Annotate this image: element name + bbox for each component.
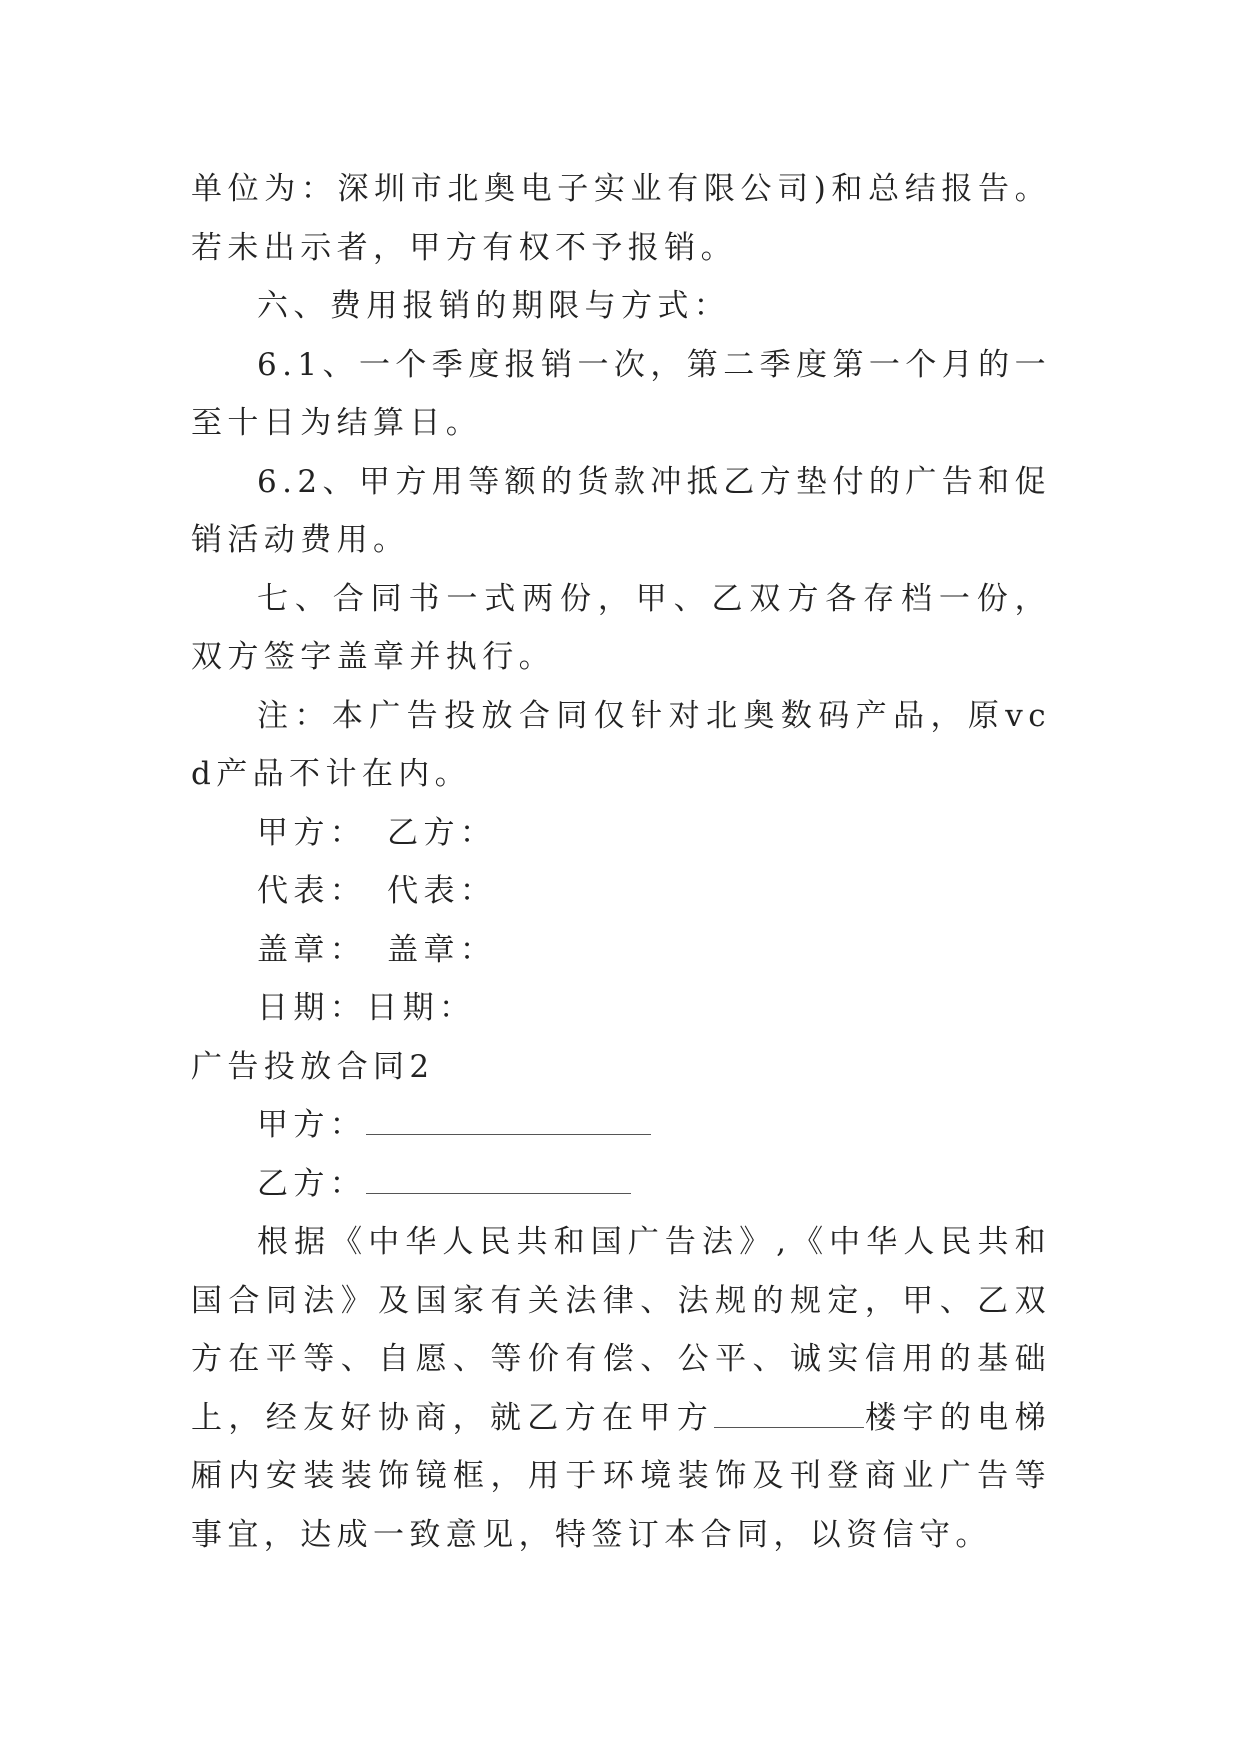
party-a-line bbox=[191, 1096, 1051, 1155]
party-b-line bbox=[191, 1155, 1051, 1214]
clause-6-1: 6.1、一个季度报销一次，第二季度第一个月的一至十日为结算日。 bbox=[191, 346, 1051, 441]
signature-representative-line: 代表： 代表： bbox=[257, 873, 497, 909]
preamble-text-end: 楼宇的电梯厢内安装装饰镜框，用于环境装饰及刊登商业广告等事宜，达成一致意见，特签订本合同，以资信守。 bbox=[191, 1399, 1051, 1553]
paragraph-reimbursement-unit: 单位为：深圳市北奥电子实业有限公司)和总结报告。若未出示者，甲方有权不予报销。 bbox=[191, 171, 1051, 266]
contract-2-preamble bbox=[191, 1213, 1051, 1564]
preamble-text-start: 根据《中华人民共和国广告法》,《中华人民共和国合同法》及国家有关法律、法规的规定，甲、乙双方在平等、自愿、等价有偿、公平、诚实信用的基础上，经友好协商，就乙方在甲方 bbox=[191, 1224, 1051, 1436]
note-paragraph: 注：本广告投放合同仅针对北奥数码产品，原vcd产品不计在内。 bbox=[191, 697, 1051, 792]
building-name-blank bbox=[714, 1401, 864, 1428]
document-body bbox=[191, 160, 1051, 1564]
party-a-blank bbox=[366, 1108, 651, 1135]
party-b-label: 乙方： bbox=[257, 1165, 367, 1202]
contract-2-title: 广告投放合同2 bbox=[191, 1048, 435, 1085]
section-7-copies: 七、合同书一式两份，甲、乙双方各存档一份，双方签字盖章并执行。 bbox=[191, 580, 1051, 675]
party-a-label: 甲方： bbox=[257, 1107, 367, 1143]
signature-party-line: 甲方： 乙方： bbox=[257, 814, 497, 851]
section-6-heading: 六、费用报销的期限与方式： bbox=[257, 288, 731, 324]
signature-seal-line: 盖章： 盖章： bbox=[257, 931, 497, 968]
party-b-blank bbox=[366, 1167, 631, 1194]
signature-date-line: 日期：日期： bbox=[257, 990, 476, 1026]
clause-6-2: 6.2、甲方用等额的货款冲抵乙方垫付的广告和促销活动费用。 bbox=[191, 463, 1051, 558]
